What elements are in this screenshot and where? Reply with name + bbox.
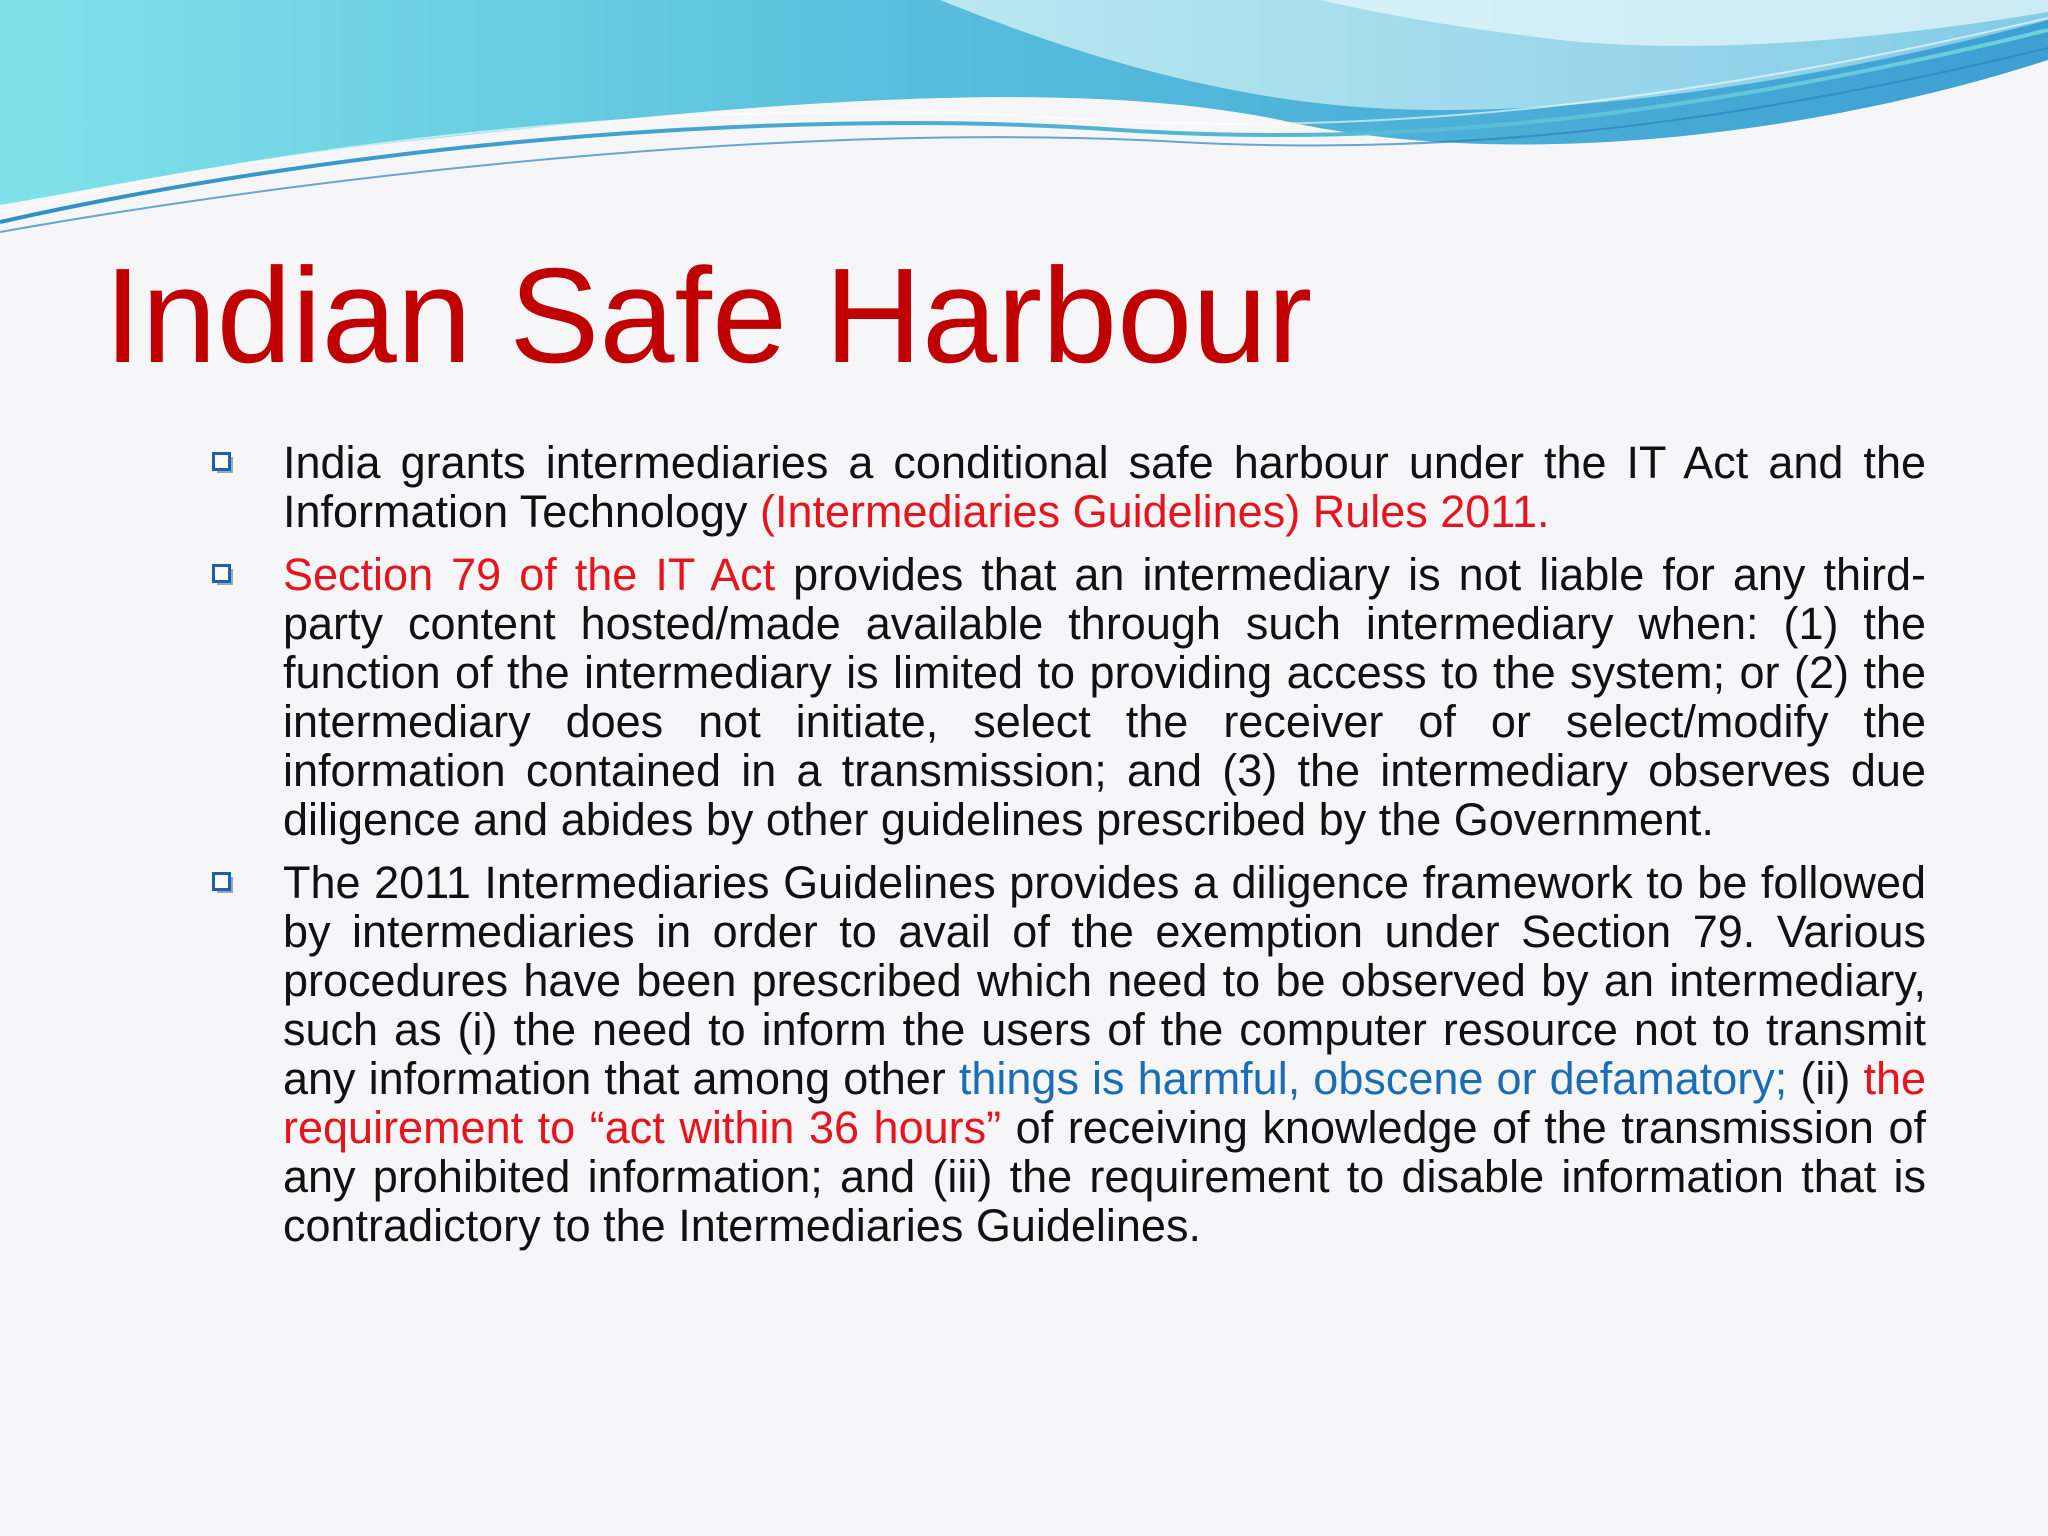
bullet-item-section-79 bbox=[200, 550, 1926, 844]
bullet-text: The 2011 Intermediaries Guidelines provides a diligence framework to be followed by intermediaries in order to avail of the exemption under Section 79. Various procedures have been prescribed which need to be observed by an intermediary, such as (i) the need to inform the users of the computer resource not to transmit any information that among other bbox=[283, 857, 1926, 1104]
bullet-text: provides that an intermediary is not liable for any third-party content hosted/made available through such intermediary when: (1) the function of the intermediary is limited to providing access to the system; or (2) the intermediary does not initiate, select the receiver of or select/modify the information contained in a transmission; and (3) the intermediary observes due diligence and abides by other guidelines prescribed by the Government. bbox=[283, 549, 1926, 845]
bullet-item-guidelines bbox=[200, 858, 1926, 1250]
bullet-highlight-red: the requirement to “act within 36 hours” bbox=[283, 1053, 1926, 1153]
bullet-text: India grants intermediaries a conditional safe harbour under the IT Act and the Information Technology bbox=[283, 437, 1926, 537]
hollow-square-bullet-icon bbox=[212, 452, 234, 474]
bullet-highlight-red: (Intermediaries Guidelines) Rules 2011. bbox=[759, 486, 1550, 537]
bullet-text: of receiving knowledge of the transmission of any prohibited information; and (iii) the requirement to disable information that is contradictory to the Intermediaries Guidelines. bbox=[283, 1102, 1927, 1251]
hollow-square-bullet-icon bbox=[212, 564, 234, 586]
bullet-item-safe-harbour bbox=[200, 438, 1926, 536]
bullet-highlight-blue: things is harmful, obscene or defamatory; bbox=[958, 1053, 1788, 1104]
bullet-list bbox=[200, 438, 1926, 1264]
header-wave-decoration bbox=[0, 0, 2048, 260]
slide-title: Indian Safe Harbour bbox=[104, 240, 1313, 391]
hollow-square-bullet-icon bbox=[212, 872, 234, 894]
bullet-highlight-red: Section 79 of the IT Act bbox=[283, 549, 776, 600]
bullet-text: (ii) bbox=[1787, 1053, 1864, 1104]
